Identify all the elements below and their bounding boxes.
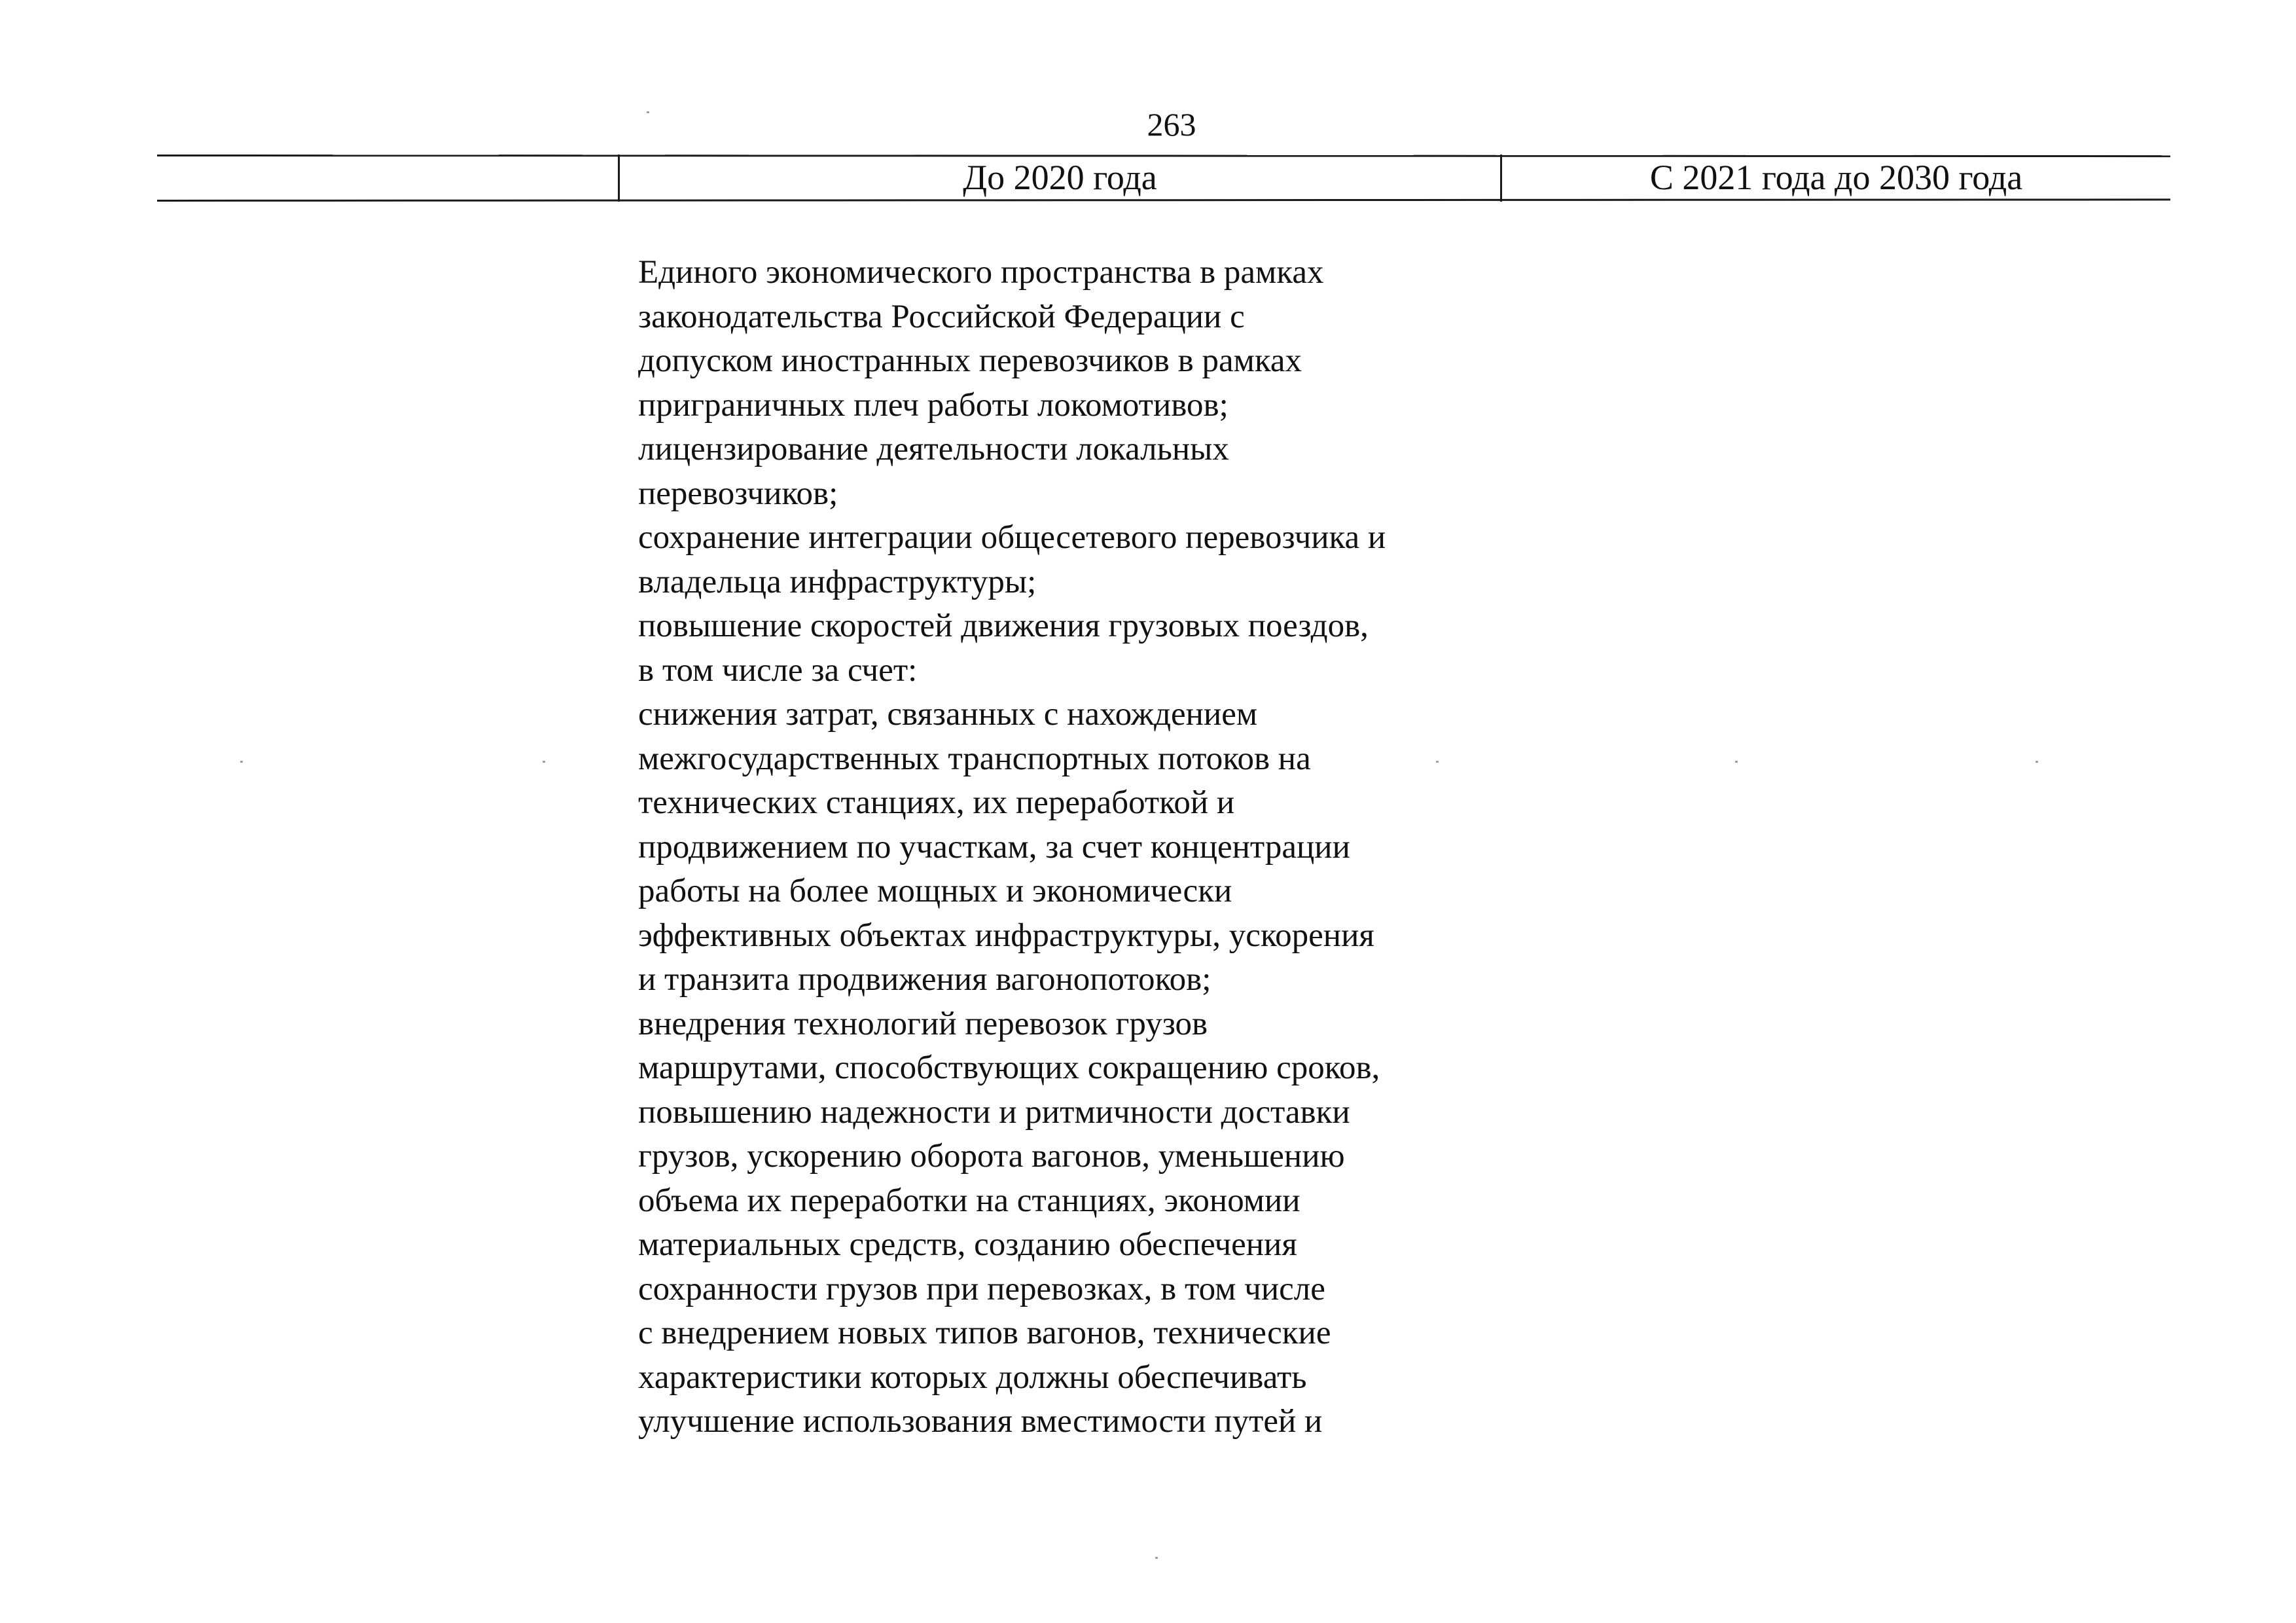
- body-text-line: улучшение использования вместимости путей и: [638, 1403, 1323, 1440]
- body-text-line: межгосударственных транспортных потоков на: [638, 740, 1311, 777]
- scan-speck: [2036, 761, 2038, 763]
- page-number: 263: [1147, 106, 1196, 143]
- body-text-line: в том числе за счет:: [638, 651, 918, 689]
- body-text-line: лицензирование деятельности локальных: [638, 431, 1229, 467]
- scan-speck: [1735, 761, 1738, 763]
- body-text-line: повышение скоростей движения грузовых поездов,: [638, 608, 1369, 644]
- column-header-until-2020: До 2020 года: [963, 158, 1157, 197]
- body-text-line: сохранности грузов при перевозках, в том числе: [638, 1270, 1325, 1307]
- body-text-line: владельца инфраструктуры;: [638, 563, 1037, 600]
- body-text-line: грузов, ускорению оборота вагонов, уменьшению: [638, 1138, 1345, 1175]
- scan-speck: [1436, 761, 1439, 763]
- body-text-line: эффективных объектах инфраструктуры, ускорения: [638, 917, 1374, 954]
- column-header-blank: [159, 156, 617, 199]
- body-text-line: внедрения технологий перевозок грузов: [638, 1005, 1208, 1042]
- table-bottom-rule: [157, 198, 2170, 202]
- body-text-line: допуском иностранных перевозчиков в рамках: [638, 342, 1302, 379]
- body-text-line: повышению надежности и ритмичности доставки: [638, 1093, 1350, 1131]
- body-text-line: маршрутами, способствующих сокращению сроков,: [638, 1049, 1380, 1086]
- body-text-line: с внедрением новых типов вагонов, технические: [638, 1315, 1331, 1351]
- body-text-line: работы на более мощных и экономически: [638, 873, 1232, 909]
- body-text-line: объема их переработки на станциях, экономии: [638, 1182, 1300, 1219]
- scan-speck: [647, 111, 649, 113]
- body-text-line: снижения затрат, связанных с нахождением: [638, 696, 1258, 733]
- body-text-line: технических станциях, их переработкой и: [638, 784, 1235, 821]
- body-text-line: сохранение интеграции общесетевого перевозчика и: [638, 519, 1386, 556]
- body-text-column: [638, 251, 1541, 1444]
- body-text-line: характеристики которых должны обеспечивать: [638, 1359, 1307, 1396]
- column-header-2021-2030: С 2021 года до 2030 года: [1649, 158, 2023, 197]
- scan-speck: [240, 761, 243, 763]
- body-text-line: приграничных плеч работы локомотивов;: [638, 386, 1229, 424]
- body-text-line: законодательства Российской Федерации с: [638, 298, 1245, 335]
- scan-speck: [543, 761, 545, 763]
- scan-speck: [1155, 1557, 1158, 1559]
- body-text-line: и транзита продвижения вагонопотоков;: [638, 961, 1211, 998]
- body-text-line: Единого экономического пространства в рамках: [638, 254, 1324, 291]
- body-text-line: перевозчиков;: [638, 475, 838, 512]
- body-text-line: продвижением по участкам, за счет концентрации: [638, 828, 1350, 866]
- body-text-line: материальных средств, созданию обеспечения: [638, 1226, 1297, 1263]
